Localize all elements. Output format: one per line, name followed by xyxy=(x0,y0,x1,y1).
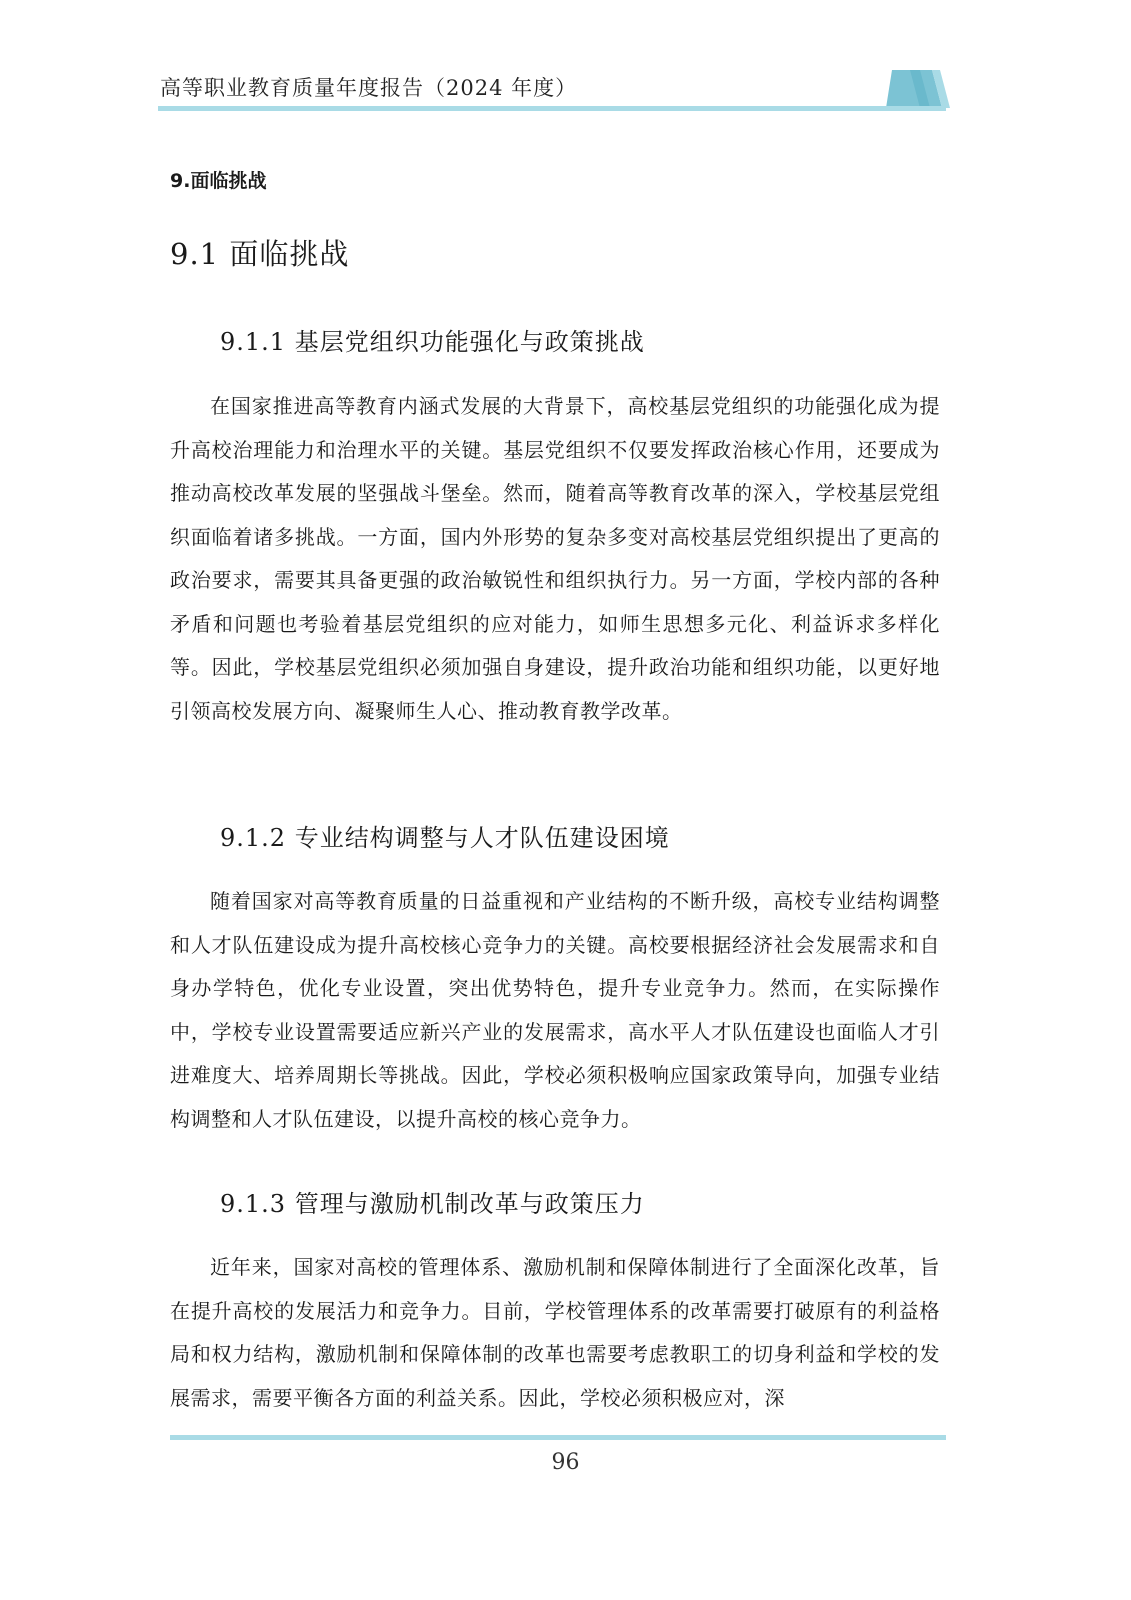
page-number: 96 xyxy=(551,1450,580,1475)
section-heading: 9.面临挑战 xyxy=(170,170,267,192)
report-title: 高等职业教育质量年度报告（2024 年度） xyxy=(160,76,578,100)
chapter-title: 9.1 面临挑战 xyxy=(170,237,350,271)
subsection-heading-1: 9.1.1 基层党组织功能强化与政策挑战 xyxy=(220,328,645,356)
subsection-heading-3: 9.1.3 管理与激励机制改革与政策压力 xyxy=(220,1190,645,1218)
subsection-paragraph-1: 在国家推进高等教育内涵式发展的大背景下，高校基层党组织的功能强化成为提升高校治理能力和治理水平的关键。基层党组织不仅要发挥政治核心作用，还要成为推动高校改革发展的坚强战斗堡垒。然而，随着高等教育改革的深入，学校基层党组织面临着诸多挑战。一方面，国内外形势的复杂多变对高校基层党组织提出了更高的政治要求，需要其具备更强的政治敏锐性和组织执行力。另一方面，学校内部的各种矛盾和问题也考验着基层党组织的应对能力，如师生思想多元化、利益诉求多样化等。因此，学校基层党组织必须加强自身建设，提升政治功能和组织功能，以更好地引领高校发展方向、凝聚师生人心、推动教育教学改革。 xyxy=(170,394,940,723)
header-decoration-icon xyxy=(880,70,950,110)
subsection-paragraph-2: 随着国家对高等教育质量的日益重视和产业结构的不断升级，高校专业结构调整和人才队伍建设成为提升高校核心竞争力的关键。高校要根据经济社会发展需求和自身办学特色，优化专业设置，突出优势特色，提升专业竞争力。然而，在实际操作中，学校专业设置需要适应新兴产业的发展需求，高水平人才队伍建设也面临人才引进难度大、培养周期长等挑战。因此，学校必须积极响应国家政策导向，加强专业结构调整和人才队伍建设，以提升高校的核心竞争力。 xyxy=(170,889,940,1131)
subsection-heading-2: 9.1.2 专业结构调整与人才队伍建设困境 xyxy=(220,824,670,852)
footer-divider xyxy=(170,1435,946,1440)
header-divider xyxy=(158,106,946,111)
subsection-paragraph-3: 近年来，国家对高校的管理体系、激励机制和保障体制进行了全面深化改革，旨在提升高校的发展活力和竞争力。目前，学校管理体系的改革需要打破原有的利益格局和权力结构，激励机制和保障体制的改革也需要考虑教职工的切身利益和学校的发展需求，需要平衡各方面的利益关系。因此，学校必须积极应对，深 xyxy=(170,1255,940,1410)
